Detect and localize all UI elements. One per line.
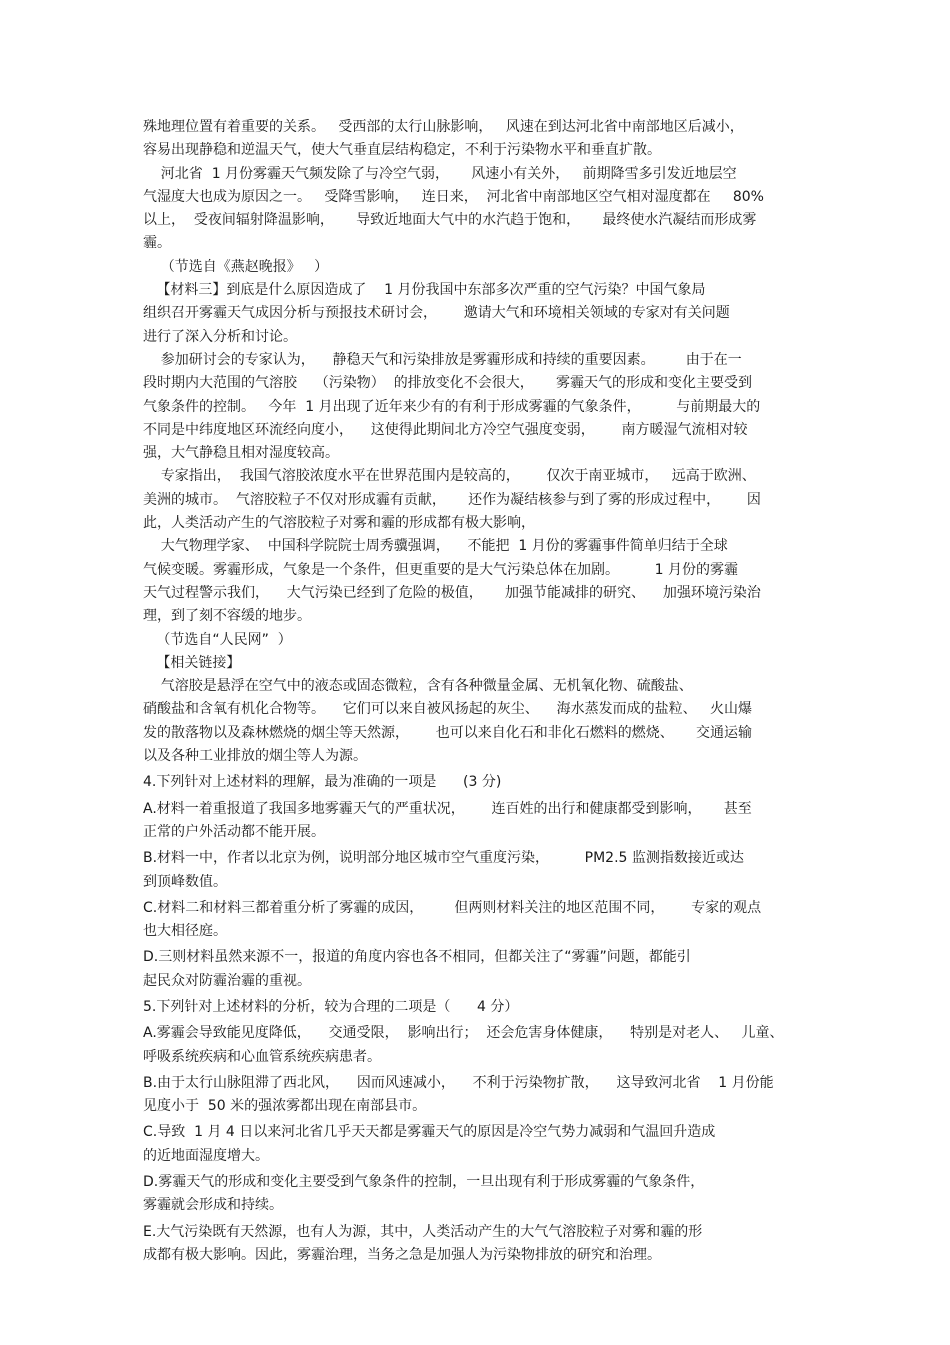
text-line: 专家指出， 我国气溶胶浓度水平在世界范围内是较高的， 仅次于南亚城市， 远高于欧洲、	[143, 468, 756, 485]
text-line: 以上， 受夜间辐射降温影响， 导致近地面大气中的水汽趋于饱和， 最终使水汽凝结而形成雾	[143, 212, 757, 229]
option-b	[143, 1072, 813, 1119]
text-line: 组织召开雾霾天气成因分析与预报技术研讨会， 邀请大气和环境相关领域的专家对有关问题	[143, 305, 730, 322]
passage-text	[143, 116, 813, 768]
text-line: 河北省 1 月份雾霾天气频发除了与冷空气弱， 风速小有关外， 前期降雪多引发近地层空	[143, 165, 737, 182]
text-line: 容易出现静稳和逆温天气，使大气垂直层结构稳定，不利于污染物水平和垂直扩散。	[143, 142, 661, 159]
text-line: 参加研讨会的专家认为， 静稳天气和污染排放是雾霾形成和持续的重要因素。 由于在一	[143, 351, 742, 368]
text-line: 以及各种工业排放的烟尘等人为源。	[143, 748, 367, 765]
question-5	[143, 996, 813, 1267]
option-line: 正常的户外活动都不能开展。	[143, 823, 325, 840]
text-line: 大气物理学家、 中国科学院院士周秀骥强调， 不能把 1 月份的雾霾事件简单归结于全球	[143, 538, 728, 555]
text-line: 【材料三】到底是什么原因造成了 1 月份我国中东部多次严重的空气污染？中国气象局	[143, 282, 706, 299]
text-line: 气湿度大也成为原因之一。 受降雪影响， 连日来， 河北省中南部地区空气相对湿度都在 80%	[143, 188, 764, 205]
option-line: C.材料二和材料三都着重分析了雾霾的成因， 但两则材料关注的地区范围不同， 专家的观点	[143, 899, 762, 916]
text-line: 殊地理位置有着重要的关系。 受西部的太行山脉影响， 风速在到达河北省中南部地区后减小，	[143, 119, 744, 135]
option-line: 见度小于 50 米的强浓雾都出现在南部县市。	[143, 1098, 427, 1115]
question-stem: 5.下列针对上述材料的分析，较为合理的二项是（ 4 分）	[143, 998, 519, 1015]
option-line: D.三则材料虽然来源不一，报道的角度内容也各不相同，但都关注了“雾霾”问题，都能引	[143, 949, 691, 966]
text-line: 发的散落物以及森林燃烧的烟尘等天然源， 也可以来自化石和非化石燃料的燃烧、 交通运输	[143, 724, 752, 741]
option-line: 起民众对防霾治霾的重视。	[143, 972, 311, 989]
option-line: A.材料一着重报道了我国多地雾霾天气的严重状况， 连百姓的出行和健康都受到影响， 甚至	[143, 800, 752, 817]
text-line: 美洲的城市。 气溶胶粒子不仅对形成霾有贡献， 还作为凝结核参与到了雾的形成过程中， 因	[143, 491, 761, 508]
option-a	[143, 798, 813, 845]
option-line: D.雾霾天气的形成和变化主要受到气象条件的控制，一旦出现有利于形成雾霾的气象条件，	[143, 1174, 705, 1191]
document-body	[143, 116, 813, 1267]
option-line: A.雾霾会导致能见度降低， 交通受限， 影响出行； 还会危害身体健康， 特别是对老人、 儿童、	[143, 1025, 784, 1042]
option-c	[143, 897, 813, 944]
text-line: 气溶胶是悬浮在空气中的液态或固态微粒，含有各种微量金属、无机氧化物、硫酸盐、	[143, 678, 693, 695]
text-line: 天气过程警示我们， 大气污染已经到了危险的极值， 加强节能减排的研究、 加强环境污染治	[143, 584, 761, 601]
source-citation: （节选自《燕赵晚报》 ）	[143, 258, 329, 275]
source-citation: （节选自“人民网” ）	[143, 631, 292, 648]
text-line: 强，大气静稳且相对湿度较高。	[143, 445, 339, 462]
section-heading: 【相关链接】	[143, 654, 241, 671]
text-line: 此，人类活动产生的气溶胶粒子对雾和霾的形成都有极大影响，	[143, 515, 535, 532]
question-4	[143, 771, 813, 993]
text-line: 气象条件的控制。 今年 1 月出现了近年来少有的有利于形成雾霾的气象条件， 与前期最大的	[143, 398, 761, 415]
text-line: 段时期内大范围的气溶胶 （污染物） 的排放变化不会很大， 雾霾天气的形成和变化主要受到	[143, 375, 752, 392]
text-line: 气候变暖。雾霾形成，气象是一个条件，但更重要的是大气污染总体在加剧。 1 月份的雾霾	[143, 561, 738, 578]
option-c	[143, 1121, 813, 1168]
text-line: 硝酸盐和含氧有机化合物等。 它们可以来自被风扬起的灰尘、 海水蒸发而成的盐粒、 火山爆	[143, 701, 752, 718]
option-line: C.导致 1 月 4 日以来河北省几乎天天都是雾霾天气的原因是冷空气势力减弱和气温回升造成	[143, 1124, 716, 1141]
option-line: 呼吸系统疾病和心血管系统疾病患者。	[143, 1048, 381, 1065]
question-stem: 4.下列针对上述材料的理解，最为准确的一项是 (3 分)	[143, 774, 502, 791]
option-line: E.大气污染既有天然源，也有人为源，其中，人类活动产生的大气气溶胶粒子对雾和霾的形	[143, 1223, 703, 1240]
option-e	[143, 1221, 813, 1268]
option-line: B.由于太行山脉阻滞了西北风， 因而风速减小， 不利于污染物扩散， 这导致河北省 1 月份能	[143, 1074, 774, 1091]
option-d	[143, 1171, 813, 1218]
option-line: 雾霾就会形成和持续。	[143, 1197, 283, 1214]
option-line: B.材料一中，作者以北京为例，说明部分地区城市空气重度污染， PM2.5 监测指数接近或达	[143, 850, 744, 867]
text-line: 理，到了刻不容缓的地步。	[143, 608, 311, 625]
option-line: 成都有极大影响。因此，雾霾治理，当务之急是加强人为污染物排放的研究和治理。	[143, 1246, 661, 1263]
text-line: 进行了深入分析和讨论。	[143, 328, 297, 345]
option-d	[143, 946, 813, 993]
text-line: 不同是中纬度地区环流经向度小， 这使得此期间北方冷空气强度变弱， 南方暖湿气流相对较	[143, 421, 748, 438]
option-line: 到顶峰数值。	[143, 873, 227, 890]
option-line: 也大相径庭。	[143, 923, 227, 940]
text-line: 霾。	[143, 235, 171, 252]
option-a	[143, 1022, 813, 1069]
option-b	[143, 847, 813, 894]
option-line: 的近地面湿度增大。	[143, 1147, 269, 1164]
